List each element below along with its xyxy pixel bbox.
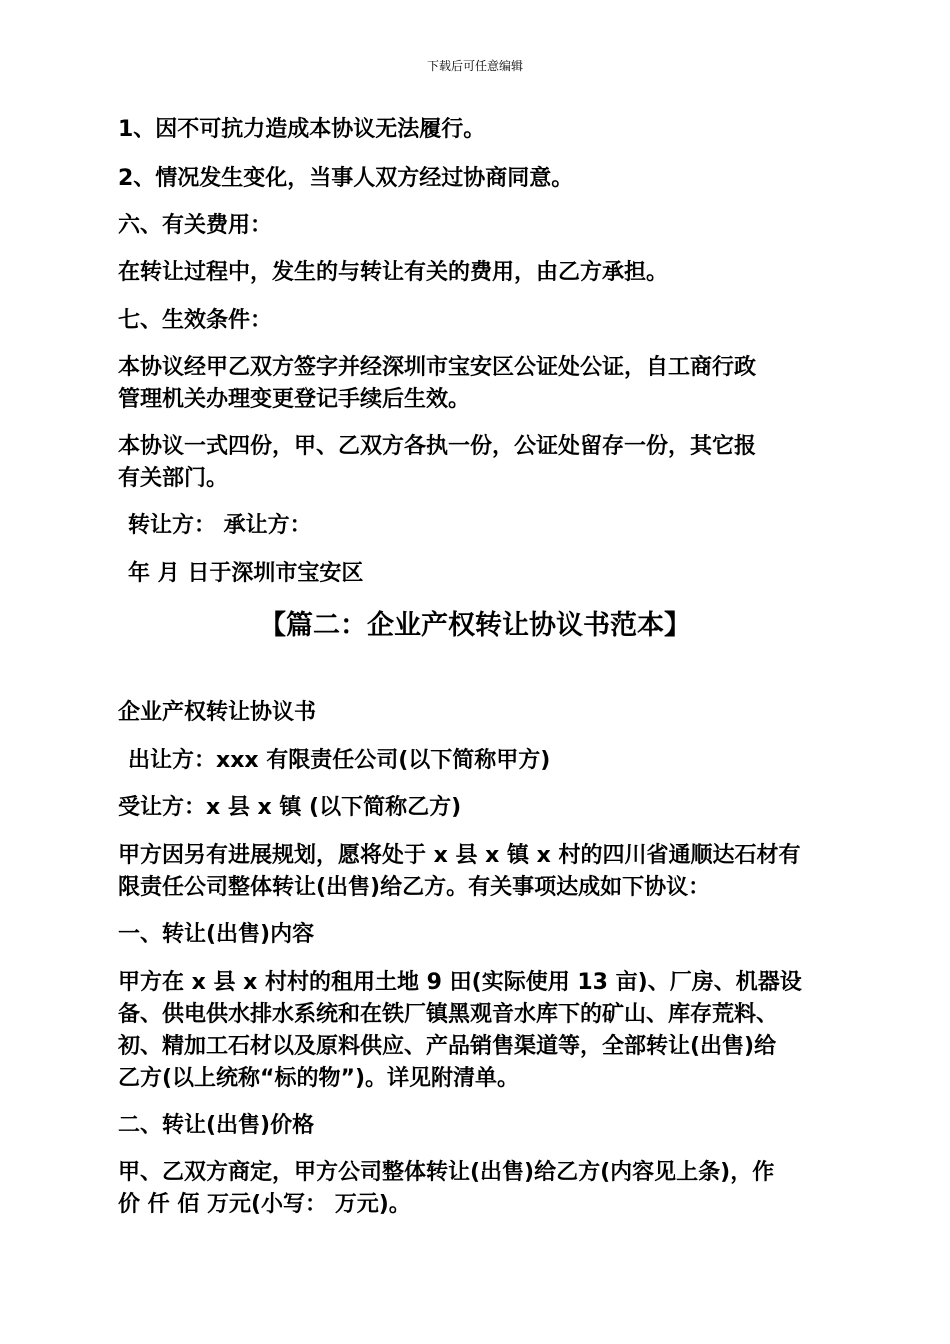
section-6-heading: 六、有关费用：	[118, 213, 273, 238]
clause-line-1: 1、因不可抗力造成本协议无法履行。	[118, 117, 486, 142]
section-7-text-a: 本协议经甲乙双方签字并经深圳市宝安区公证处公证，自工商行政	[118, 355, 757, 380]
section-1-text-a: 甲方在 x 县 x 村村的租用土地 9 田(实际使用 13 亩)、厂房、机器设	[118, 970, 802, 995]
section-7-heading: 七、生效条件：	[118, 308, 273, 333]
date-place-line: 年 月 日于深圳市宝安区	[128, 561, 364, 586]
part-two-title: 【篇二：企业产权转让协议书范本】	[259, 610, 691, 641]
agreement-title: 企业产权转让协议书	[118, 700, 317, 725]
section-1-text-c: 初、精加工石材以及原料供应、产品销售渠道等，全部转让(出售)给	[118, 1034, 777, 1059]
section-2-text-b: 价 仟 佰 万元(小写： 万元)。	[118, 1192, 411, 1217]
buyer-line: 受让方：x 县 x 镇 (以下简称乙方)	[118, 795, 462, 820]
section-1-text-d: 乙方(以上统称“标的物”)。详见附清单。	[118, 1066, 520, 1091]
intro-text-b: 限责任公司整体转让(出售)给乙方。有关事项达成如下协议：	[118, 875, 711, 900]
clause-line-2: 2、情况发生变化，当事人双方经过协商同意。	[118, 166, 574, 191]
intro-text-a: 甲方因另有进展规划，愿将处于 x 县 x 镇 x 村的四川省通顺达石材有	[118, 843, 801, 868]
section-2-text-a: 甲、乙双方商定，甲方公司整体转让(出售)给乙方(内容见上条)，作	[118, 1160, 775, 1185]
section-6-text: 在转让过程中，发生的与转让有关的费用，由乙方承担。	[118, 260, 669, 285]
copies-text-b: 有关部门。	[118, 466, 229, 491]
signature-line: 转让方： 承让方：	[128, 513, 312, 538]
seller-line: 出让方：xxx 有限责任公司(以下简称甲方)	[128, 748, 551, 773]
section-7-text-b: 管理机关办理变更登记手续后生效。	[118, 387, 471, 412]
section-1-text-b: 备、供电供水排水系统和在铁厂镇黑观音水库下的矿山、库存荒料、	[118, 1002, 779, 1027]
page-header: 下载后可任意编辑	[426, 59, 523, 73]
section-1-heading: 一、转让(出售)内容	[118, 922, 315, 947]
copies-text-a: 本协议一式四份，甲、乙双方各执一份，公证处留存一份，其它报	[118, 434, 757, 459]
section-2-heading: 二、转让(出售)价格	[118, 1113, 315, 1138]
